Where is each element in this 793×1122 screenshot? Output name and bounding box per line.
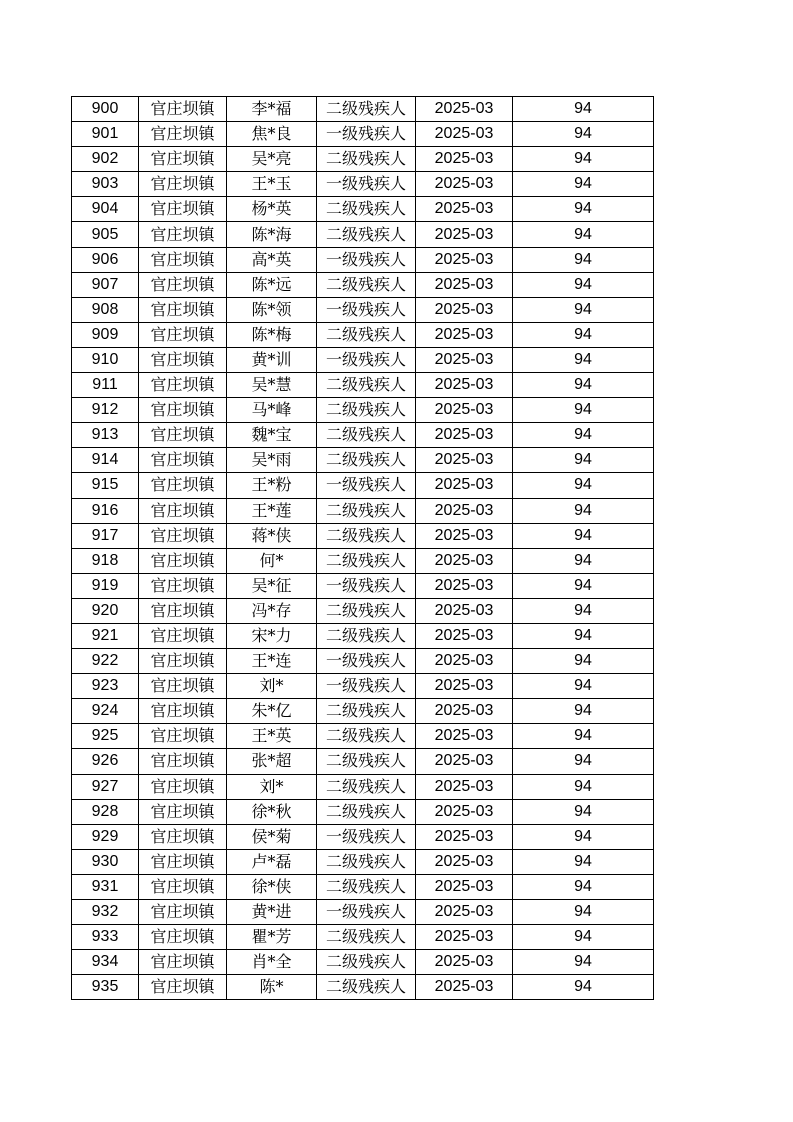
town-cell: 官庄坝镇 <box>139 423 227 448</box>
name-cell: 吴*征 <box>227 573 317 598</box>
town-cell: 官庄坝镇 <box>139 724 227 749</box>
serial-number-cell: 929 <box>72 824 139 849</box>
month-cell: 2025-03 <box>416 598 513 623</box>
table-row <box>72 498 654 523</box>
month-cell: 2025-03 <box>416 623 513 648</box>
serial-number-cell: 907 <box>72 272 139 297</box>
name-cell: 冯*存 <box>227 598 317 623</box>
town-cell: 官庄坝镇 <box>139 598 227 623</box>
table-body <box>72 97 654 1000</box>
disability-level-cell: 一级残疾人 <box>317 122 416 147</box>
table-row <box>72 147 654 172</box>
name-cell: 陈*远 <box>227 272 317 297</box>
month-cell: 2025-03 <box>416 774 513 799</box>
town-cell: 官庄坝镇 <box>139 774 227 799</box>
town-cell: 官庄坝镇 <box>139 347 227 372</box>
town-cell: 官庄坝镇 <box>139 373 227 398</box>
disability-level-cell: 二级残疾人 <box>317 147 416 172</box>
amount-cell: 94 <box>513 849 654 874</box>
serial-number-cell: 900 <box>72 97 139 122</box>
serial-number-cell: 921 <box>72 623 139 648</box>
disability-level-cell: 一级残疾人 <box>317 824 416 849</box>
amount-cell: 94 <box>513 523 654 548</box>
amount-cell: 94 <box>513 900 654 925</box>
disability-level-cell: 一级残疾人 <box>317 247 416 272</box>
serial-number-cell: 905 <box>72 222 139 247</box>
month-cell: 2025-03 <box>416 297 513 322</box>
table-row <box>72 649 654 674</box>
amount-cell: 94 <box>513 799 654 824</box>
amount-cell: 94 <box>513 975 654 1000</box>
name-cell: 黄*进 <box>227 900 317 925</box>
amount-cell: 94 <box>513 398 654 423</box>
amount-cell: 94 <box>513 222 654 247</box>
month-cell: 2025-03 <box>416 699 513 724</box>
amount-cell: 94 <box>513 147 654 172</box>
name-cell: 高*英 <box>227 247 317 272</box>
name-cell: 徐*侠 <box>227 874 317 899</box>
table-row <box>72 925 654 950</box>
serial-number-cell: 909 <box>72 322 139 347</box>
table-row <box>72 97 654 122</box>
amount-cell: 94 <box>513 925 654 950</box>
name-cell: 王*英 <box>227 724 317 749</box>
name-cell: 侯*菊 <box>227 824 317 849</box>
table-row <box>72 874 654 899</box>
disability-level-cell: 二级残疾人 <box>317 874 416 899</box>
amount-cell: 94 <box>513 97 654 122</box>
name-cell: 焦*良 <box>227 122 317 147</box>
amount-cell: 94 <box>513 247 654 272</box>
month-cell: 2025-03 <box>416 925 513 950</box>
name-cell: 陈*领 <box>227 297 317 322</box>
town-cell: 官庄坝镇 <box>139 900 227 925</box>
month-cell: 2025-03 <box>416 498 513 523</box>
serial-number-cell: 919 <box>72 573 139 598</box>
name-cell: 朱*亿 <box>227 699 317 724</box>
name-cell: 吴*雨 <box>227 448 317 473</box>
disability-level-cell: 二级残疾人 <box>317 724 416 749</box>
month-cell: 2025-03 <box>416 172 513 197</box>
town-cell: 官庄坝镇 <box>139 122 227 147</box>
serial-number-cell: 902 <box>72 147 139 172</box>
name-cell: 蒋*侠 <box>227 523 317 548</box>
disability-level-cell: 二级残疾人 <box>317 749 416 774</box>
month-cell: 2025-03 <box>416 347 513 372</box>
town-cell: 官庄坝镇 <box>139 473 227 498</box>
name-cell: 陈*海 <box>227 222 317 247</box>
table-row <box>72 398 654 423</box>
serial-number-cell: 916 <box>72 498 139 523</box>
town-cell: 官庄坝镇 <box>139 272 227 297</box>
name-cell: 吴*慧 <box>227 373 317 398</box>
month-cell: 2025-03 <box>416 573 513 598</box>
month-cell: 2025-03 <box>416 398 513 423</box>
disability-level-cell: 二级残疾人 <box>317 97 416 122</box>
town-cell: 官庄坝镇 <box>139 197 227 222</box>
table-row <box>72 950 654 975</box>
month-cell: 2025-03 <box>416 222 513 247</box>
month-cell: 2025-03 <box>416 799 513 824</box>
name-cell: 魏*宝 <box>227 423 317 448</box>
serial-number-cell: 906 <box>72 247 139 272</box>
disability-level-cell: 二级残疾人 <box>317 272 416 297</box>
serial-number-cell: 930 <box>72 849 139 874</box>
disability-level-cell: 二级残疾人 <box>317 623 416 648</box>
table-row <box>72 122 654 147</box>
name-cell: 马*峰 <box>227 398 317 423</box>
month-cell: 2025-03 <box>416 473 513 498</box>
name-cell: 王*连 <box>227 649 317 674</box>
serial-number-cell: 928 <box>72 799 139 824</box>
disability-level-cell: 一级残疾人 <box>317 347 416 372</box>
town-cell: 官庄坝镇 <box>139 849 227 874</box>
disability-level-cell: 二级残疾人 <box>317 849 416 874</box>
amount-cell: 94 <box>513 724 654 749</box>
town-cell: 官庄坝镇 <box>139 498 227 523</box>
town-cell: 官庄坝镇 <box>139 674 227 699</box>
disability-level-cell: 一级残疾人 <box>317 674 416 699</box>
serial-number-cell: 934 <box>72 950 139 975</box>
amount-cell: 94 <box>513 623 654 648</box>
town-cell: 官庄坝镇 <box>139 649 227 674</box>
table-row <box>72 799 654 824</box>
town-cell: 官庄坝镇 <box>139 172 227 197</box>
serial-number-cell: 923 <box>72 674 139 699</box>
disability-level-cell: 二级残疾人 <box>317 598 416 623</box>
serial-number-cell: 935 <box>72 975 139 1000</box>
amount-cell: 94 <box>513 122 654 147</box>
amount-cell: 94 <box>513 874 654 899</box>
name-cell: 陈*梅 <box>227 322 317 347</box>
table-row <box>72 824 654 849</box>
amount-cell: 94 <box>513 824 654 849</box>
month-cell: 2025-03 <box>416 649 513 674</box>
disability-level-cell: 二级残疾人 <box>317 448 416 473</box>
disability-level-cell: 二级残疾人 <box>317 975 416 1000</box>
amount-cell: 94 <box>513 172 654 197</box>
month-cell: 2025-03 <box>416 749 513 774</box>
month-cell: 2025-03 <box>416 975 513 1000</box>
table-row <box>72 724 654 749</box>
month-cell: 2025-03 <box>416 322 513 347</box>
name-cell: 李*福 <box>227 97 317 122</box>
amount-cell: 94 <box>513 548 654 573</box>
town-cell: 官庄坝镇 <box>139 623 227 648</box>
table-row <box>72 272 654 297</box>
table-row <box>72 674 654 699</box>
serial-number-cell: 927 <box>72 774 139 799</box>
town-cell: 官庄坝镇 <box>139 799 227 824</box>
disability-level-cell: 一级残疾人 <box>317 172 416 197</box>
disability-level-cell: 一级残疾人 <box>317 573 416 598</box>
serial-number-cell: 901 <box>72 122 139 147</box>
serial-number-cell: 913 <box>72 423 139 448</box>
town-cell: 官庄坝镇 <box>139 548 227 573</box>
serial-number-cell: 915 <box>72 473 139 498</box>
table-row <box>72 473 654 498</box>
table-row <box>72 423 654 448</box>
month-cell: 2025-03 <box>416 523 513 548</box>
table-row <box>72 197 654 222</box>
serial-number-cell: 920 <box>72 598 139 623</box>
serial-number-cell: 924 <box>72 699 139 724</box>
month-cell: 2025-03 <box>416 950 513 975</box>
town-cell: 官庄坝镇 <box>139 322 227 347</box>
month-cell: 2025-03 <box>416 97 513 122</box>
table-row <box>72 699 654 724</box>
amount-cell: 94 <box>513 272 654 297</box>
disability-level-cell: 一级残疾人 <box>317 473 416 498</box>
town-cell: 官庄坝镇 <box>139 874 227 899</box>
serial-number-cell: 926 <box>72 749 139 774</box>
table-row <box>72 373 654 398</box>
name-cell: 刘* <box>227 774 317 799</box>
month-cell: 2025-03 <box>416 824 513 849</box>
month-cell: 2025-03 <box>416 849 513 874</box>
table-row <box>72 297 654 322</box>
month-cell: 2025-03 <box>416 272 513 297</box>
amount-cell: 94 <box>513 473 654 498</box>
amount-cell: 94 <box>513 749 654 774</box>
town-cell: 官庄坝镇 <box>139 297 227 322</box>
town-cell: 官庄坝镇 <box>139 573 227 598</box>
amount-cell: 94 <box>513 573 654 598</box>
amount-cell: 94 <box>513 448 654 473</box>
data-table <box>71 96 654 1000</box>
disability-level-cell: 二级残疾人 <box>317 523 416 548</box>
disability-level-cell: 二级残疾人 <box>317 498 416 523</box>
serial-number-cell: 932 <box>72 900 139 925</box>
name-cell: 刘* <box>227 674 317 699</box>
month-cell: 2025-03 <box>416 724 513 749</box>
disability-level-cell: 二级残疾人 <box>317 398 416 423</box>
town-cell: 官庄坝镇 <box>139 247 227 272</box>
table-row <box>72 548 654 573</box>
month-cell: 2025-03 <box>416 674 513 699</box>
month-cell: 2025-03 <box>416 900 513 925</box>
disability-level-cell: 二级残疾人 <box>317 197 416 222</box>
table-row <box>72 347 654 372</box>
disability-level-cell: 二级残疾人 <box>317 925 416 950</box>
amount-cell: 94 <box>513 423 654 448</box>
serial-number-cell: 910 <box>72 347 139 372</box>
amount-cell: 94 <box>513 598 654 623</box>
amount-cell: 94 <box>513 649 654 674</box>
table-row <box>72 975 654 1000</box>
serial-number-cell: 933 <box>72 925 139 950</box>
month-cell: 2025-03 <box>416 197 513 222</box>
town-cell: 官庄坝镇 <box>139 950 227 975</box>
serial-number-cell: 925 <box>72 724 139 749</box>
table-row <box>72 322 654 347</box>
disability-level-cell: 二级残疾人 <box>317 950 416 975</box>
amount-cell: 94 <box>513 950 654 975</box>
amount-cell: 94 <box>513 347 654 372</box>
name-cell: 徐*秋 <box>227 799 317 824</box>
town-cell: 官庄坝镇 <box>139 523 227 548</box>
month-cell: 2025-03 <box>416 423 513 448</box>
serial-number-cell: 914 <box>72 448 139 473</box>
table-row <box>72 598 654 623</box>
disability-level-cell: 一级残疾人 <box>317 900 416 925</box>
name-cell: 黄*训 <box>227 347 317 372</box>
amount-cell: 94 <box>513 373 654 398</box>
town-cell: 官庄坝镇 <box>139 749 227 774</box>
town-cell: 官庄坝镇 <box>139 925 227 950</box>
town-cell: 官庄坝镇 <box>139 824 227 849</box>
disability-level-cell: 二级残疾人 <box>317 699 416 724</box>
month-cell: 2025-03 <box>416 874 513 899</box>
table-row <box>72 523 654 548</box>
month-cell: 2025-03 <box>416 548 513 573</box>
serial-number-cell: 918 <box>72 548 139 573</box>
amount-cell: 94 <box>513 774 654 799</box>
name-cell: 王*玉 <box>227 172 317 197</box>
disability-level-cell: 二级残疾人 <box>317 774 416 799</box>
amount-cell: 94 <box>513 322 654 347</box>
town-cell: 官庄坝镇 <box>139 699 227 724</box>
disability-level-cell: 二级残疾人 <box>317 322 416 347</box>
disability-level-cell: 一级残疾人 <box>317 297 416 322</box>
serial-number-cell: 917 <box>72 523 139 548</box>
town-cell: 官庄坝镇 <box>139 222 227 247</box>
amount-cell: 94 <box>513 197 654 222</box>
table-row <box>72 247 654 272</box>
table-row <box>72 573 654 598</box>
disability-level-cell: 二级残疾人 <box>317 373 416 398</box>
disability-level-cell: 二级残疾人 <box>317 423 416 448</box>
disability-level-cell: 二级残疾人 <box>317 548 416 573</box>
table-row <box>72 448 654 473</box>
disability-level-cell: 二级残疾人 <box>317 222 416 247</box>
table-row <box>72 623 654 648</box>
serial-number-cell: 903 <box>72 172 139 197</box>
disability-level-cell: 二级残疾人 <box>317 799 416 824</box>
amount-cell: 94 <box>513 297 654 322</box>
serial-number-cell: 908 <box>72 297 139 322</box>
name-cell: 瞿*芳 <box>227 925 317 950</box>
table-row <box>72 774 654 799</box>
table-row <box>72 849 654 874</box>
name-cell: 杨*英 <box>227 197 317 222</box>
name-cell: 肖*全 <box>227 950 317 975</box>
name-cell: 陈* <box>227 975 317 1000</box>
month-cell: 2025-03 <box>416 147 513 172</box>
month-cell: 2025-03 <box>416 247 513 272</box>
serial-number-cell: 904 <box>72 197 139 222</box>
name-cell: 王*莲 <box>227 498 317 523</box>
month-cell: 2025-03 <box>416 122 513 147</box>
month-cell: 2025-03 <box>416 448 513 473</box>
town-cell: 官庄坝镇 <box>139 97 227 122</box>
name-cell: 何* <box>227 548 317 573</box>
serial-number-cell: 912 <box>72 398 139 423</box>
serial-number-cell: 911 <box>72 373 139 398</box>
town-cell: 官庄坝镇 <box>139 398 227 423</box>
table-row <box>72 900 654 925</box>
town-cell: 官庄坝镇 <box>139 147 227 172</box>
table-row <box>72 172 654 197</box>
serial-number-cell: 931 <box>72 874 139 899</box>
name-cell: 卢*磊 <box>227 849 317 874</box>
name-cell: 宋*力 <box>227 623 317 648</box>
month-cell: 2025-03 <box>416 373 513 398</box>
amount-cell: 94 <box>513 674 654 699</box>
amount-cell: 94 <box>513 699 654 724</box>
name-cell: 张*超 <box>227 749 317 774</box>
table-row <box>72 749 654 774</box>
name-cell: 吴*亮 <box>227 147 317 172</box>
serial-number-cell: 922 <box>72 649 139 674</box>
disability-level-cell: 一级残疾人 <box>317 649 416 674</box>
town-cell: 官庄坝镇 <box>139 448 227 473</box>
table-row <box>72 222 654 247</box>
name-cell: 王*粉 <box>227 473 317 498</box>
town-cell: 官庄坝镇 <box>139 975 227 1000</box>
amount-cell: 94 <box>513 498 654 523</box>
